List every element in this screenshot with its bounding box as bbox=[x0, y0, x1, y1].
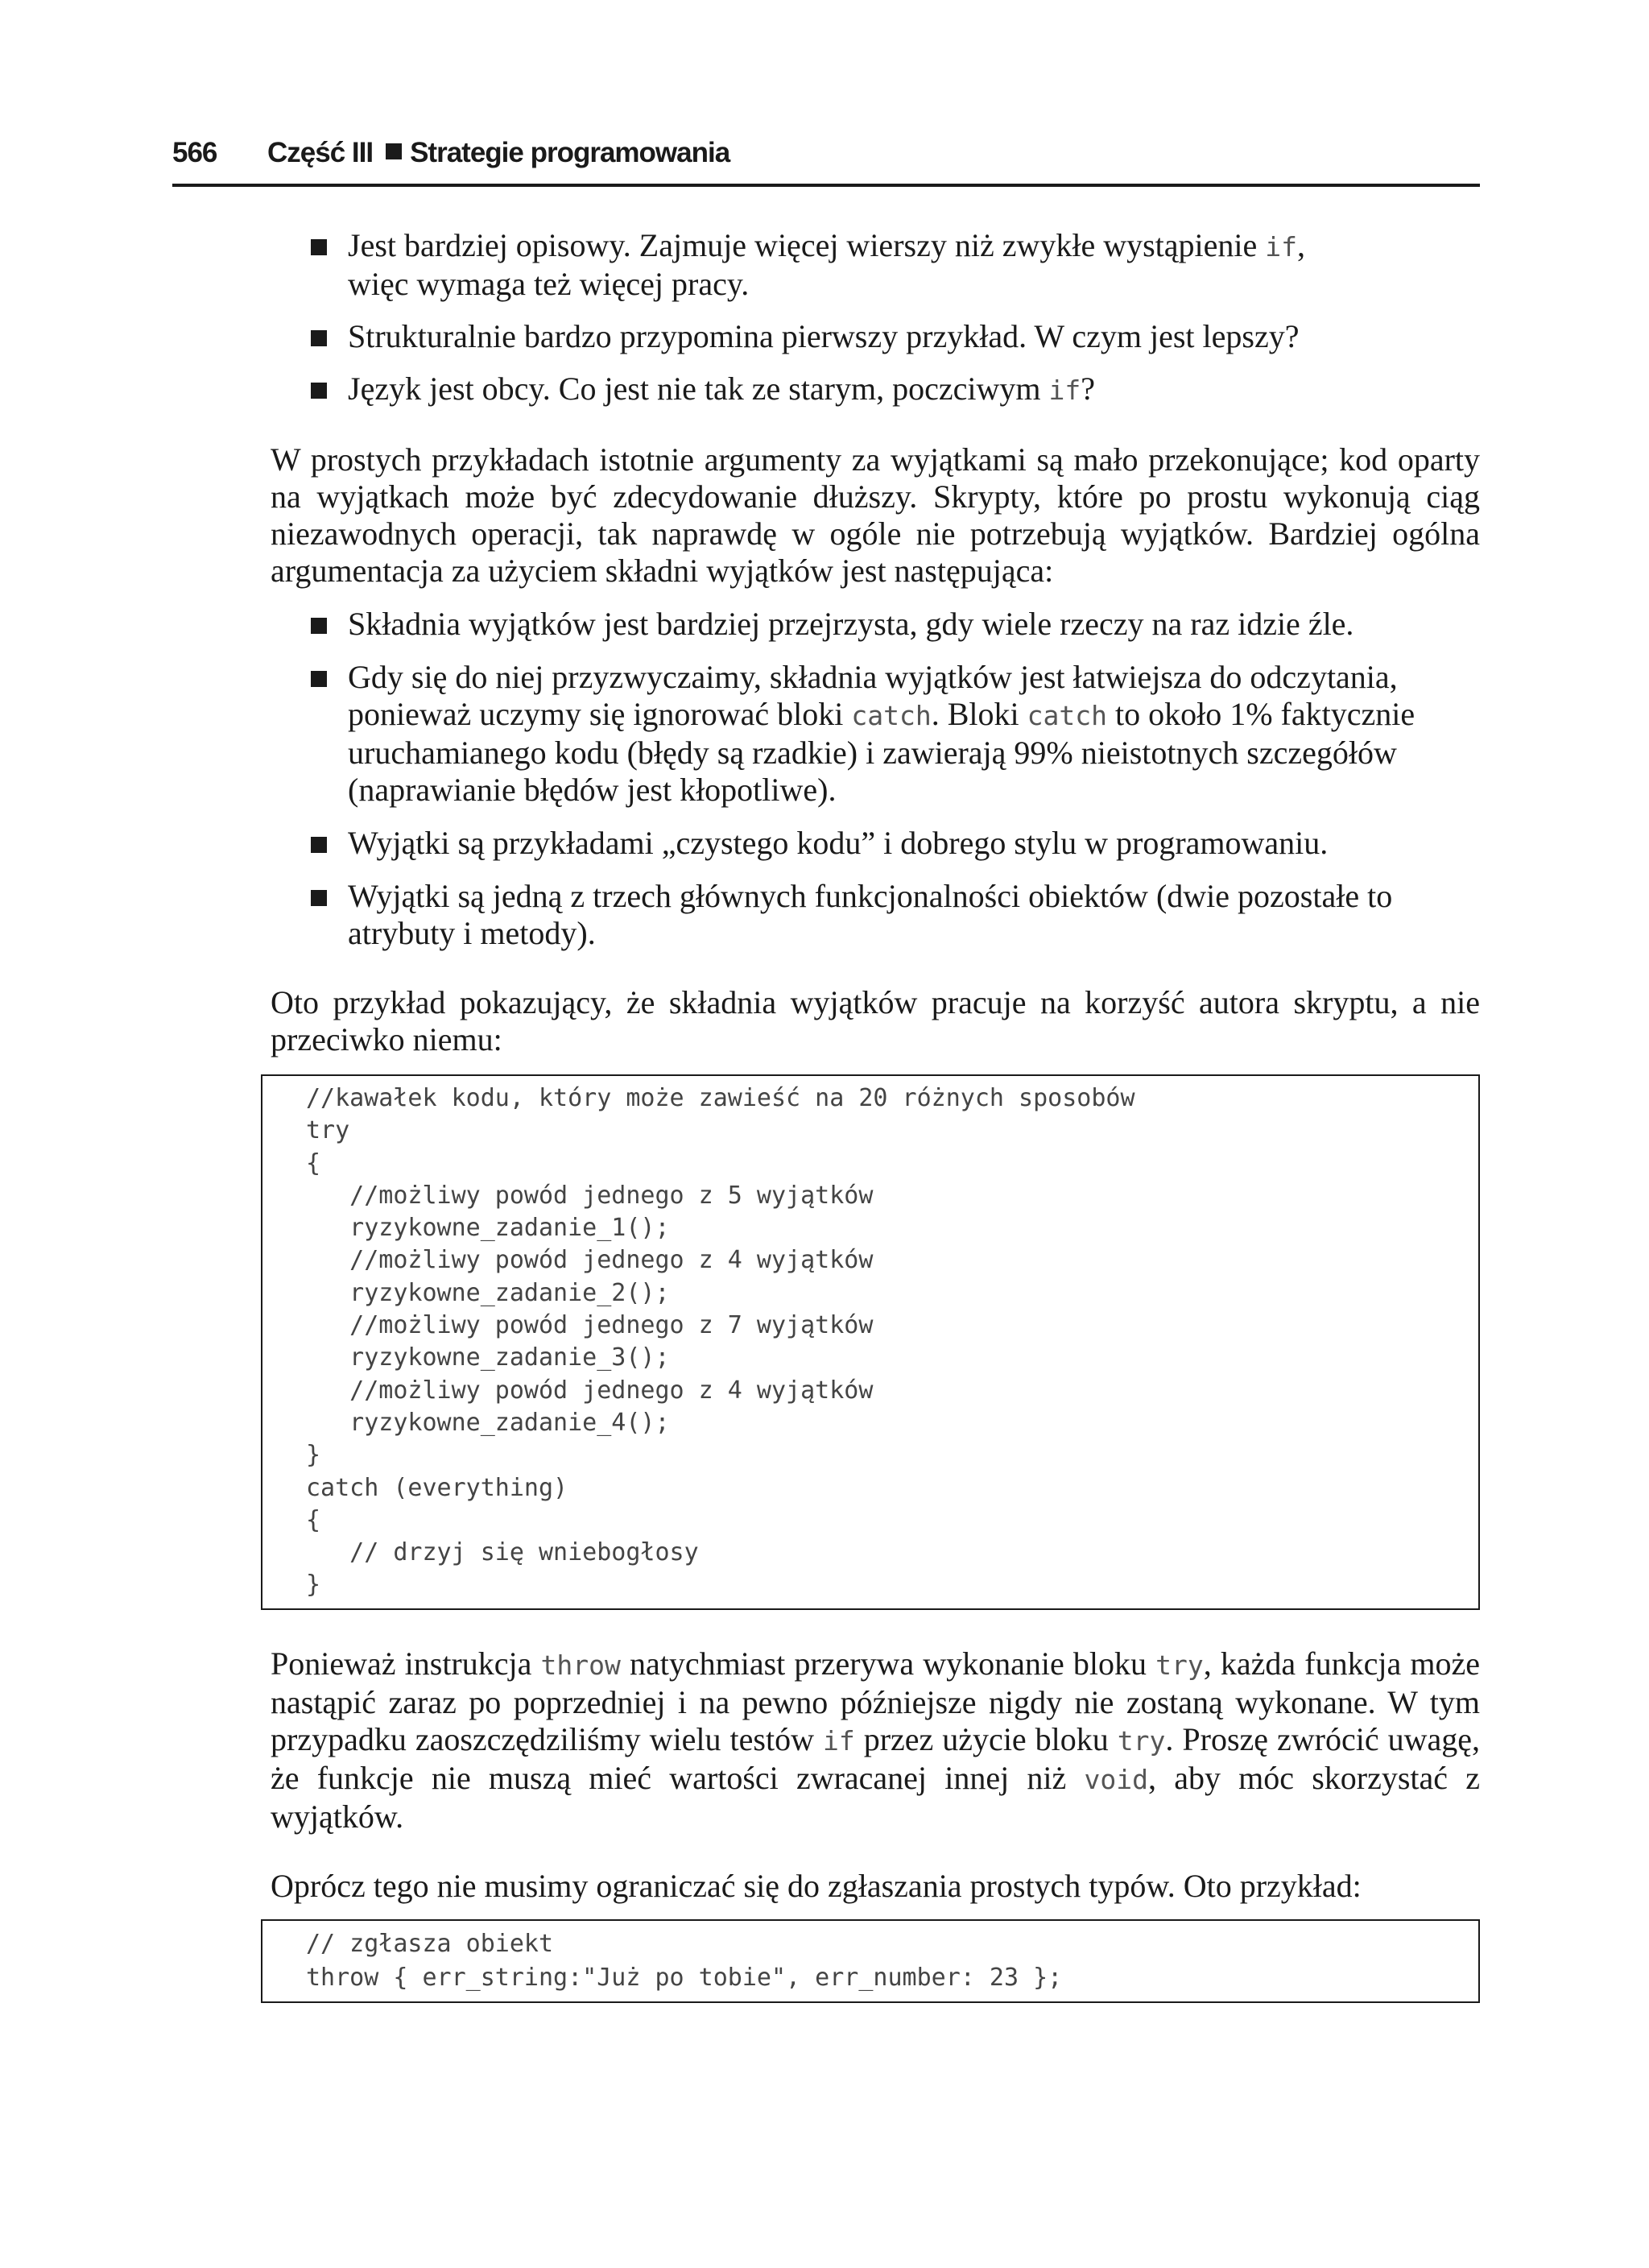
code-line: { bbox=[306, 1505, 321, 1534]
code-line: catch (everything) bbox=[306, 1473, 568, 1502]
section-label: Strategie programowania bbox=[410, 137, 730, 168]
code-line: //możliwy powód jednego z 7 wyjątków bbox=[306, 1311, 874, 1340]
square-bullet-icon bbox=[311, 890, 327, 906]
list-item: Wyjątki są przykładami „czystego kodu” i dobrego stylu w programowaniu. bbox=[280, 825, 1480, 862]
square-bullet-icon bbox=[311, 618, 327, 634]
square-bullet-icon bbox=[386, 143, 402, 159]
square-bullet-icon bbox=[311, 239, 327, 255]
code-line: // zgłasza obiekt bbox=[306, 1929, 554, 1958]
code-line: } bbox=[306, 1571, 321, 1600]
square-bullet-icon bbox=[311, 837, 327, 853]
code-line: { bbox=[306, 1148, 321, 1177]
page-number: 566 bbox=[172, 137, 217, 168]
paragraph: Ponieważ instrukcja throw natychmiast przerywa wykonanie bloku try, każda funkcja może nastąpić zaraz po poprzedniej i na pewno późniejsze nigdy nie zostaną wykonane. W tym przypadku zaoszczędziliśmy wielu testów if przez użycie bloku try. Proszę zwrócić uwagę, że funkcje nie muszą mieć wartości zwracanej innej niż void, aby móc skorzystać z wyjątków. bbox=[271, 1645, 1481, 1835]
code-line: //możliwy powód jednego z 4 wyjątków bbox=[306, 1246, 874, 1275]
code-block-1 bbox=[261, 1074, 1480, 1610]
paragraph: Oprócz tego nie musimy ograniczać się do zgłaszania prostych typów. Oto przykład: bbox=[271, 1867, 1362, 1904]
list-item: Strukturalnie bardzo przypomina pierwszy przykład. W czym jest lepszy? bbox=[280, 318, 1480, 355]
header-part bbox=[267, 137, 729, 169]
running-header bbox=[172, 134, 1480, 187]
code-line: //kawałek kodu, który może zawieść na 20 różnych sposobów bbox=[306, 1084, 1135, 1112]
list-item: Składnia wyjątków jest bardziej przejrzysta, gdy wiele rzeczy na raz idzie źle. bbox=[280, 606, 1480, 643]
code-line: try bbox=[306, 1116, 350, 1145]
square-bullet-icon bbox=[311, 671, 327, 687]
code-line: ryzykowne_zadanie_1(); bbox=[306, 1214, 670, 1243]
part-label: Część III bbox=[267, 137, 374, 168]
list-item: Jest bardziej opisowy. Zajmuje więcej wierszy niż zwykłe wystąpienie if, więc wymaga też więcej pracy. bbox=[280, 227, 1480, 303]
code-line: throw { err_string:"Już po tobie", err_number: 23 }; bbox=[306, 1963, 1063, 1992]
bullet-list-1 bbox=[280, 227, 1480, 409]
code-block-2 bbox=[261, 1919, 1480, 2003]
code-line: ryzykowne_zadanie_3(); bbox=[306, 1343, 670, 1372]
code-line: } bbox=[306, 1441, 321, 1470]
list-item: Język jest obcy. Co jest nie tak ze starym, poczciwym if? bbox=[280, 370, 1480, 409]
code-line: ryzykowne_zadanie_4(); bbox=[306, 1408, 670, 1437]
page-content bbox=[271, 227, 1480, 2003]
square-bullet-icon bbox=[311, 383, 327, 399]
list-item: Wyjątki są jedną z trzech głównych funkcjonalności obiektów (dwie pozostałe to atrybuty i metody). bbox=[280, 878, 1480, 952]
paragraph: Oto przykład pokazujący, że składnia wyjątków pracuje na korzyść autora skryptu, a nie przeciwko niemu: bbox=[271, 984, 1480, 1057]
code-line: ryzykowne_zadanie_2(); bbox=[306, 1278, 670, 1307]
code-line: // drzyj się wniebogłosy bbox=[306, 1538, 699, 1567]
list-item: Gdy się do niej przyzwyczaimy, składnia wyjątków jest łatwiejsza do odczytania, ponieważ uczymy się ignorować bloki catch. Bloki catch to około 1% faktycznie uruchamianego kodu (błędy są rzadkie) i zawierają 99% nieistotnych szczegółów (naprawianie błędów jest kłopotliwe). bbox=[280, 659, 1480, 809]
square-bullet-icon bbox=[311, 330, 327, 346]
code-line: //możliwy powód jednego z 4 wyjątków bbox=[306, 1376, 874, 1405]
paragraph: W prostych przykładach istotnie argumenty za wyjątkami są mało przekonujące; kod oparty na wyjątkach może być zdecydowanie dłuższy. Skrypty, które po prostu wykonują ciąg niezawodnych operacji, tak naprawdę w ogóle nie potrzebują wyjątków. Bardziej ogólna argumentacja za użyciem składni wyjątków jest następująca: bbox=[271, 441, 1480, 589]
code-line: //możliwy powód jednego z 5 wyjątków bbox=[306, 1181, 874, 1210]
bullet-list-2 bbox=[280, 606, 1480, 952]
